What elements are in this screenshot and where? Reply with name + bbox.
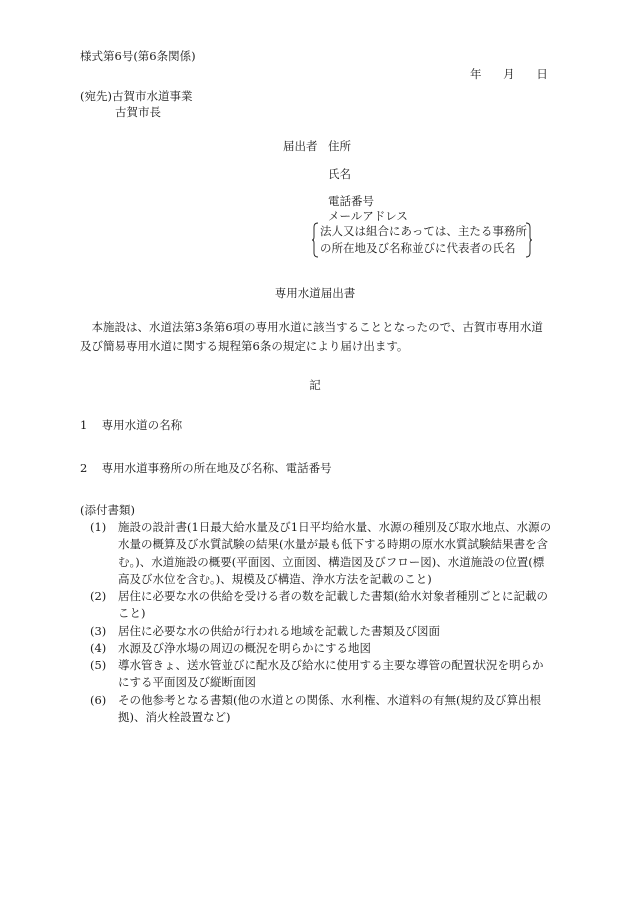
form-number: 様式第6号(第6条関係) — [80, 49, 196, 63]
filer-label: 届出者 — [283, 139, 318, 153]
filer-email-label: メールアドレス — [328, 209, 408, 223]
filer-address-label: 住所 — [328, 139, 351, 153]
item-1 — [80, 417, 182, 434]
attachment-text: 導水管きょ、送水管並びに配水及び給水に使用する主要な導管の配置状況を明らかにする平面図及び縦断面図 — [118, 658, 544, 690]
attachment-number: (6) — [90, 692, 107, 707]
attachment-number: (3) — [90, 623, 107, 638]
attachment-number: (5) — [90, 658, 107, 672]
attachment-item — [90, 692, 552, 727]
attachment-item — [90, 640, 552, 657]
attachments-title: (添付書類) — [80, 503, 135, 517]
date-line — [470, 66, 548, 83]
item-2-number: 2 — [80, 461, 88, 475]
filer-note-bracket — [312, 222, 532, 258]
item-2 — [80, 460, 332, 477]
attachment-text: 居住に必要な水の供給が行われる地域を記載した書類及び図面 — [118, 623, 440, 638]
item-1-number: 1 — [80, 418, 88, 432]
attachment-text: 水源及び浄水場の周辺の概況を明らかにする地図 — [118, 640, 371, 655]
item-2-text: 専用水道事務所の所在地及び名称、電話番号 — [101, 461, 332, 475]
filer-note — [320, 223, 527, 258]
date-year: 年 — [470, 67, 482, 81]
item-1-text: 専用水道の名称 — [101, 418, 183, 432]
attachment-text: 施設の設計書(1日最大給水量及び1日平均給水量、水源の種別及び取水地点、水源の水量の概算及び水質試験の結果(水量が最も低下する時期の原水水質試験結果書を含む。)、水道施設の概要(平面図、立面図、構造図及びフロー図)、水道施設の位置(標高及び水位を含む。)、規模及び構造、浄水方法を記載のこと) — [118, 520, 552, 586]
attachment-item — [90, 657, 552, 692]
attachment-item — [90, 588, 552, 623]
attachment-number: (1) — [90, 520, 107, 534]
filer-phone-label: 電話番号 — [328, 194, 374, 208]
date-day: 日 — [536, 67, 548, 81]
filer-note-line1: 法人又は組合にあっては、主たる事務所 — [320, 224, 527, 238]
filer-note-line2: の所在地及び名称並びに代表者の氏名 — [320, 241, 516, 256]
attachment-number: (4) — [90, 640, 107, 655]
attachments-list — [90, 519, 552, 726]
filer-name-label: 氏名 — [328, 167, 351, 181]
addressee: (宛先)古賀市水道事業 — [80, 89, 193, 103]
document-title: 専用水道届出書 — [274, 286, 356, 300]
ki-heading: 記 — [309, 378, 321, 392]
attachment-number: (2) — [90, 589, 107, 603]
date-month: 月 — [503, 67, 515, 81]
body-paragraph: 本施設は、水道法第3条第6項の専用水道に該当することとなったので、古賀市専用水道及び簡易専用水道に関する規程第6条の規定により届け出ます。 — [80, 320, 543, 353]
attachment-text: 居住に必要な水の供給を受ける者の数を記載した書類(給水対象者種別ごとに記載のこと) — [118, 589, 548, 621]
attachment-item — [90, 623, 552, 640]
attachment-text: その他参考となる書類(他の水道との関係、水利権、水道料の有無(規約及び算出根拠)、消火栓設置など) — [118, 692, 541, 724]
addressee-title: 古賀市長 — [115, 105, 161, 119]
attachment-item — [90, 519, 552, 588]
